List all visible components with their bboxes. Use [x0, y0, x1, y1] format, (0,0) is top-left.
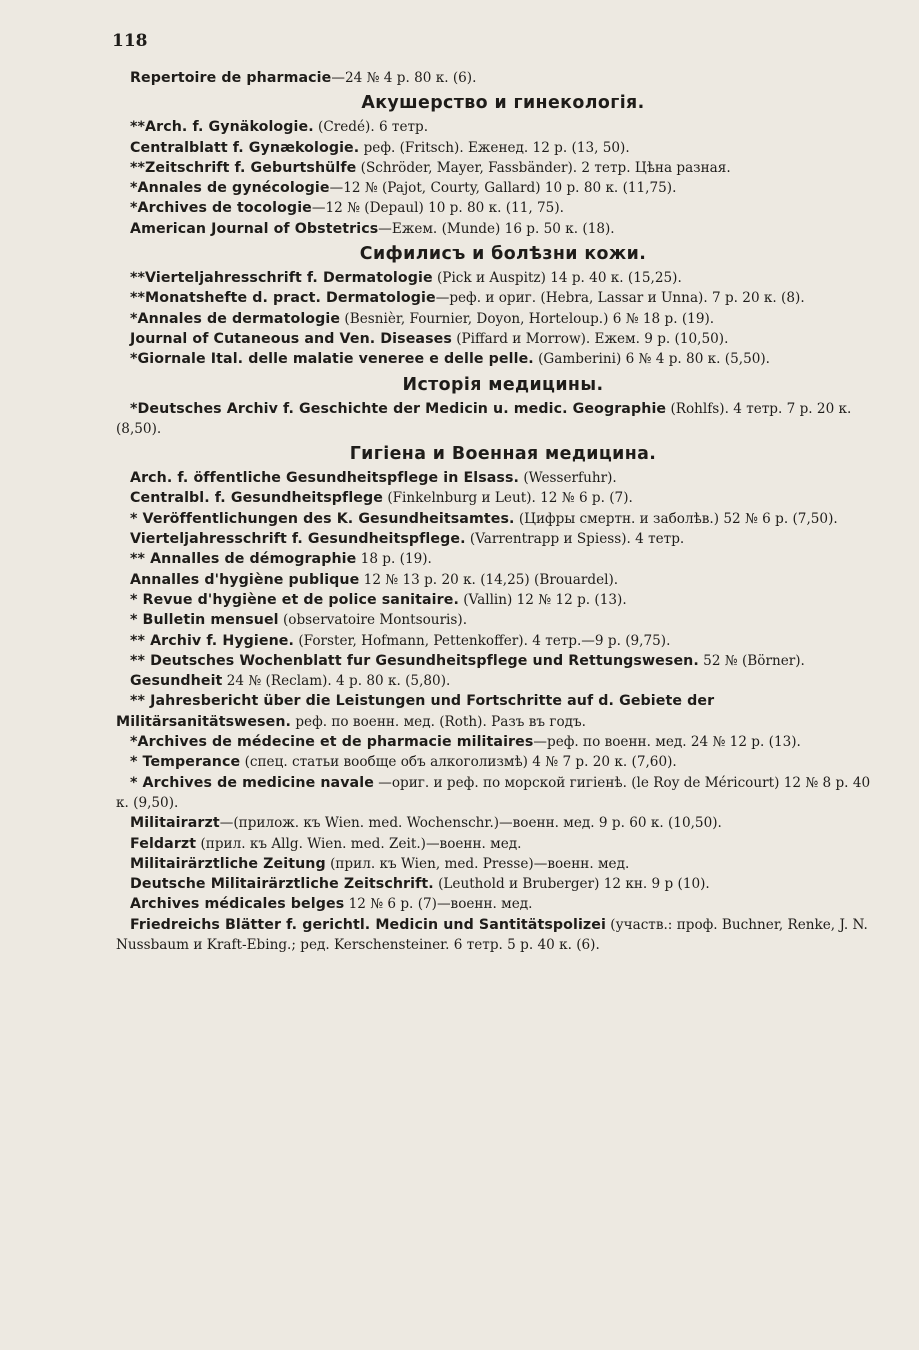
periodical-title: * Archives de medicine navale — [130, 774, 374, 791]
periodical-details: (Pick и Auspitz) 14 р. 40 к. (15,25). — [432, 270, 682, 287]
periodical-details: 18 р. (19). — [356, 551, 432, 568]
section-heading: Акушерство и гинекологія. — [361, 93, 645, 114]
periodical-entry — [116, 349, 872, 369]
section — [116, 242, 872, 369]
periodical-title: * Temperance — [130, 754, 241, 771]
periodical-entry — [116, 834, 872, 854]
periodical-title: Gesundheit — [130, 673, 223, 690]
periodical-entry — [116, 752, 872, 772]
periodical-entry — [116, 631, 872, 651]
section — [116, 373, 872, 440]
periodical-title: * Revue d'hygiène et de police sanitaire. — [130, 591, 459, 608]
periodical-entry — [116, 288, 872, 308]
section-heading: Гигіена и Военная медицина. — [349, 444, 657, 465]
periodical-entry — [116, 309, 872, 329]
periodical-entry — [116, 219, 872, 239]
periodical-entry — [116, 915, 872, 956]
periodical-details: (Wesserfuhr). — [519, 470, 617, 487]
periodical-title: **Monatshefte d. pract. Dermatologie — [130, 290, 436, 307]
periodical-entry — [116, 468, 872, 488]
periodical-details: (участв.: проф. Buchner, Renke, J. N. Nussbaum и Kraft-Ebing.; ред. Kerschensteiner. 6 тетр. 5 р. 40 к. (6). — [116, 916, 868, 953]
periodical-entry — [116, 68, 872, 88]
periodical-details: —ориг. и реф. по морской гигіенѣ. (le Roy de Méricourt) 12 № 8 р. 40 к. (9,50). — [116, 774, 871, 811]
periodical-entry — [116, 117, 872, 137]
periodical-details: —реф. и ориг. (Hebra, Lassar и Unna). 7 р. 20 к. (8). — [435, 290, 805, 307]
periodical-title: *Giornale Ital. delle malatie veneree e delle pelle. — [130, 351, 534, 368]
section-heading: Исторія медицины. — [402, 374, 604, 395]
periodical-title: *Archives de tocologie — [130, 200, 312, 217]
periodical-entry — [116, 509, 872, 529]
section — [116, 442, 872, 955]
periodical-details: (observatoire Montsouris). — [278, 612, 468, 629]
periodical-details: (прил. къ Wien, med. Presse)—военн. мед. — [325, 855, 630, 872]
periodical-title: Friedreichs Blätter f. gerichtl. Medicin und Santitätspolizei — [130, 916, 606, 933]
periodical-title: * Bulletin mensuel — [130, 612, 279, 629]
periodical-entry — [116, 894, 872, 914]
periodical-title: Arch. f. öffentliche Gesundheitspflege in Elsass. — [130, 470, 520, 487]
periodical-entry — [116, 178, 872, 198]
periodical-details: (прил. къ Allg. Wien. med. Zeit.)—военн. мед. — [196, 835, 522, 852]
periodical-title: * Veröffentlichungen des K. Gesundheitsamtes. — [130, 510, 515, 527]
periodical-details: —12 № (Pajot, Courty, Gallard) 10 р. 80 к. (11,75). — [329, 180, 677, 197]
periodical-title: ** Jahresbericht über die Leistungen und Fortschritte auf d. Gebiete der Militärsanitätswesen. — [116, 693, 715, 730]
periodical-title: Annalles d'hygiène publique — [130, 571, 360, 588]
periodical-entry — [116, 854, 872, 874]
periodical-details: (Vallin) 12 № 12 р. (13). — [458, 591, 627, 608]
periodical-title: Militairärztliche Zeitung — [130, 855, 326, 872]
periodical-title: *Annales de gynécologie — [130, 180, 330, 197]
periodical-title: ** Archiv f. Hygiene. — [130, 632, 295, 649]
periodical-title: ** Annalles de démographie — [130, 551, 357, 568]
periodical-title: American Journal of Obstetrics — [130, 220, 379, 237]
periodical-title: **Vierteljahresschrift f. Dermatologie — [130, 270, 433, 287]
periodical-details: (Gamberini) 6 № 4 р. 80 к. (5,50). — [533, 351, 770, 368]
periodical-details: —(прилож. къ Wien. med. Wochenschr.)—военн. мед. 9 р. 60 к. (10,50). — [219, 815, 722, 832]
periodical-details: —12 № (Depaul) 10 р. 80 к. (11, 75). — [311, 200, 564, 217]
periodical-title: ** Deutsches Wochenblatt fur Gesundheitspflege und Rettungswesen. — [130, 652, 699, 669]
periodical-details: (Varrentrapp и Spiess). 4 тетр. — [465, 531, 685, 548]
periodical-entry — [116, 158, 872, 178]
periodical-entry — [116, 198, 872, 218]
periodical-entry — [116, 529, 872, 549]
periodical-title: **Zeitschrift f. Geburtshülfe — [130, 159, 357, 176]
section-heading: Сифилисъ и болѣзни кожи. — [359, 244, 647, 265]
periodical-details: 24 № (Reclam). 4 р. 80 к. (5,80). — [222, 673, 451, 690]
periodical-title: *Archives de médecine et de pharmacie militaires — [130, 734, 534, 751]
periodical-details: (Leuthold и Bruberger) 12 кн. 9 р (10). — [433, 876, 710, 893]
section — [116, 91, 872, 239]
periodical-details: 12 № 13 р. 20 к. (14,25) (Brouardel). — [359, 571, 619, 588]
periodical-entry — [116, 813, 872, 833]
periodical-details: (Schröder, Mayer, Fassbänder). 2 тетр. Цѣна разная. — [356, 159, 731, 176]
periodical-title: Centralbl. f. Gesundheitspflege — [130, 490, 383, 507]
periodical-details: (Forster, Hofmann, Pettenkoffer). 4 тетр.—9 р. (9,75). — [294, 632, 671, 649]
periodical-details: (Rohlfs). 4 тетр. 7 р. 20 к. (8,50). — [116, 400, 852, 437]
periodical-title: Vierteljahresschrift f. Gesundheitspflege. — [130, 531, 466, 548]
periodical-details: —Ежем. (Munde) 16 р. 50 к. (18). — [378, 220, 615, 237]
periodical-entry — [116, 732, 872, 752]
periodical-entry — [116, 138, 872, 158]
periodical-details: 52 № (Börner). — [698, 652, 805, 669]
periodical-entry — [116, 691, 872, 732]
periodical-entry — [116, 488, 872, 508]
periodical-title: Deutsche Militairärztliche Zeitschrift. — [130, 876, 434, 893]
periodical-details: —24 № 4 р. 80 к. (6). — [331, 70, 477, 86]
periodical-title: *Annales de dermatologie — [130, 310, 341, 327]
periodical-entry — [116, 651, 872, 671]
periodical-entry — [116, 399, 872, 440]
periodical-entry — [116, 590, 872, 610]
page-body — [116, 64, 872, 955]
periodical-title: Feldarzt — [130, 835, 197, 852]
periodical-details: (Finkelnburg и Leut). 12 № 6 р. (7). — [383, 490, 633, 507]
periodical-title: Archives médicales belges — [130, 896, 345, 913]
periodical-details: (Besnièr, Fournier, Doyon, Horteloup.) 6 № 18 р. (19). — [340, 310, 715, 327]
periodical-details: —реф. по военн. мед. 24 № 12 р. (13). — [533, 734, 801, 751]
periodical-entry — [116, 549, 872, 569]
periodical-title: *Deutsches Archiv f. Geschichte der Medicin u. medic. Geographie — [130, 400, 667, 417]
periodical-entry — [116, 268, 872, 288]
page-number: 118 — [112, 31, 148, 51]
periodical-details: (Credé). 6 тетр. — [313, 119, 429, 136]
periodical-details: реф. (Fritsch). Еженед. 12 р. (13, 50). — [359, 139, 630, 156]
periodical-title: **Arch. f. Gynäkologie. — [130, 119, 314, 136]
periodical-details: (Цифры смертн. и заболѣв.) 52 № 6 р. (7,50). — [514, 510, 838, 527]
periodical-details: 12 № 6 р. (7)—военн. мед. — [344, 896, 533, 913]
periodical-details: (спец. статьи вообще объ алкоголизмѣ) 4 № 7 р. 20 к. (7,60). — [240, 754, 677, 771]
periodical-entry — [116, 773, 872, 814]
periodical-entry — [116, 329, 872, 349]
periodical-entry — [116, 570, 872, 590]
periodical-title: Militairarzt — [130, 815, 220, 832]
periodical-details: реф. по военн. мед. (Roth). Разъ въ годъ. — [291, 713, 586, 730]
periodical-title: Repertoire de pharmacie — [130, 70, 332, 86]
periodical-entry — [116, 874, 872, 894]
periodical-details: (Piffard и Morrow). Ежем. 9 р. (10,50). — [451, 330, 729, 347]
periodical-entry — [116, 671, 872, 691]
periodical-entry — [116, 610, 872, 630]
periodical-title: Centralblatt f. Gynækologie. — [130, 139, 360, 156]
periodical-title: Journal of Cutaneous and Ven. Diseases — [130, 330, 452, 347]
